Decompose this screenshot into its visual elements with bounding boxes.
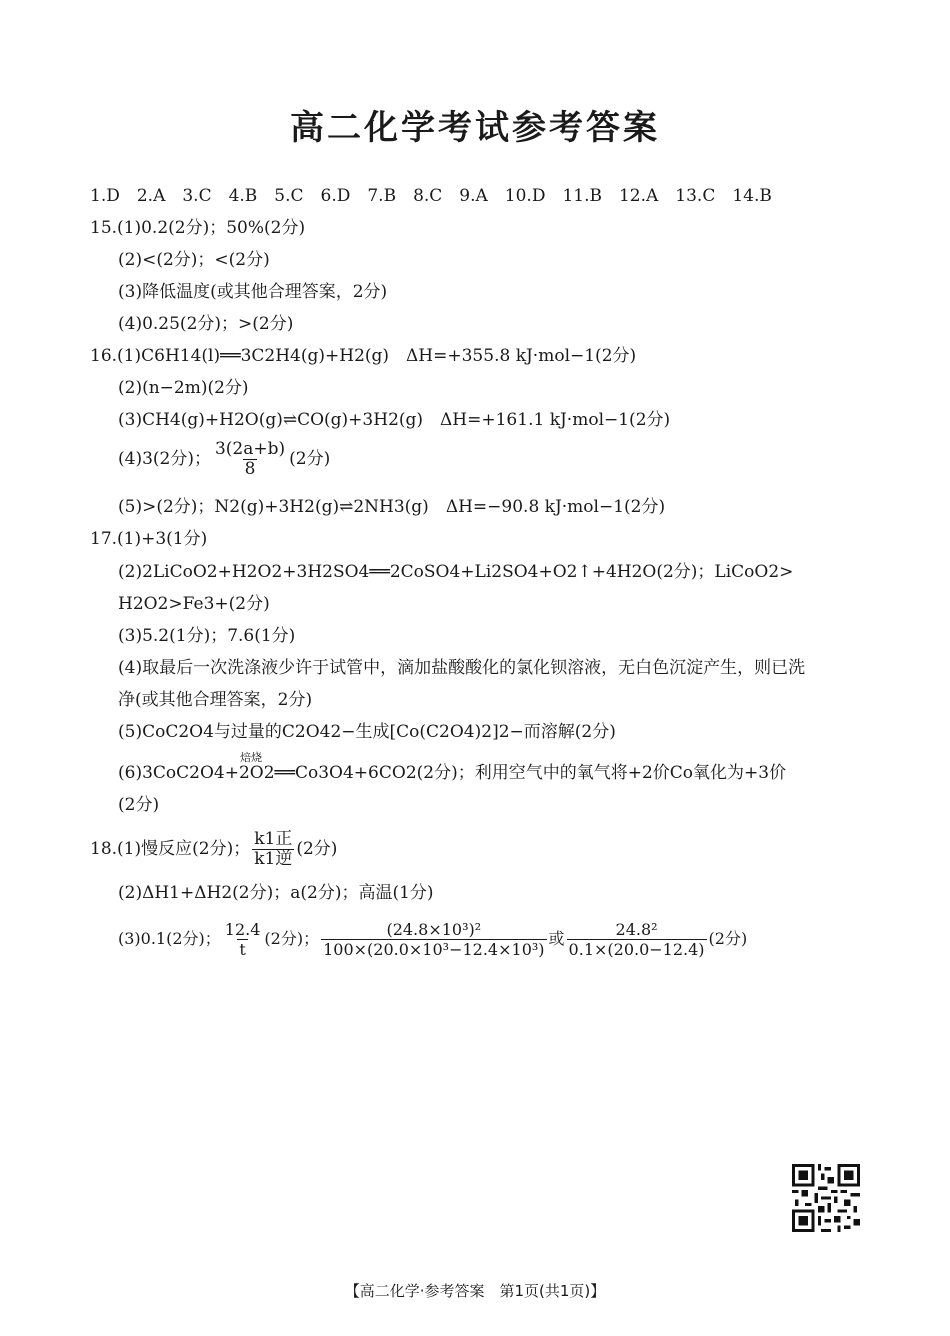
fraction-numerator: 24.8²: [615, 920, 658, 939]
q16-part4-prefix: (4)3(2分)；: [118, 449, 211, 469]
q17-part4-line2: 净(或其他合理答案，2分): [118, 690, 313, 710]
q16-part2: (2)(n−2m)(2分): [118, 378, 249, 398]
q18-part3-prefix: (3)0.1(2分)；: [118, 929, 221, 948]
q16-part4-fraction: [213, 440, 287, 479]
fraction-denominator: 0.1×(20.0−12.4): [568, 940, 705, 959]
q16-part4-suffix: (2分): [289, 449, 331, 469]
q18-part3: [118, 920, 747, 959]
q16-part1: 16.(1)C6H14(l)══3C2H4(g)+H2(g) ΔH=+355.8 kJ·mol−1(2分): [90, 346, 637, 366]
q17-part3: (3)5.2(1分)；7.6(1分): [118, 626, 296, 646]
q15-part2: (2)<(2分)；<(2分): [118, 250, 270, 270]
multiple-choice-answers: 1.D 2.A 3.C 4.B 5.C 6.D 7.B 8.C 9.A 10.D 11.B 12.A 13.C 14.B: [90, 186, 772, 206]
fraction-denominator: t: [239, 940, 246, 959]
q17-part6-line2: (2分): [118, 795, 160, 815]
q17-part1: 17.(1)+3(1分): [90, 529, 208, 549]
q18-part3-fraction1: [223, 920, 263, 959]
fraction-denominator: k1逆: [254, 849, 293, 869]
fraction-denominator: 100×(20.0×10³−12.4×10³): [323, 940, 545, 959]
q17-part4-line1: (4)取最后一次洗涤液少许于试管中，滴加盐酸酸化的氯化钡溶液，无白色沉淀产生，则已洗: [118, 658, 806, 678]
fraction-numerator: 12.4: [224, 920, 261, 939]
q18-part1-suffix: (2分): [296, 839, 338, 859]
q18-part1-prefix: 18.(1)慢反应(2分)；: [90, 839, 251, 859]
q18-part2: (2)ΔH1+ΔH2(2分)；a(2分)；高温(1分): [118, 883, 434, 903]
page-title: 高二化学考试参考答案: [290, 108, 660, 148]
q17-part2-line2: H2O2>Fe3+(2分): [118, 594, 270, 614]
q17-part2-line1: (2)2LiCoO2+H2O2+3H2SO4══2CoSO4+Li2SO4+O2↑+4H2O(2分)；LiCoO2>: [118, 562, 794, 582]
q18-part1: [90, 830, 337, 869]
q18-part3-suffix: (2分): [708, 929, 748, 948]
fraction-numerator: k1正: [254, 829, 293, 849]
q15-part1: 15.(1)0.2(2分)；50%(2分): [90, 218, 306, 238]
q16-part4: [118, 440, 330, 479]
fraction-denominator: 8: [244, 459, 256, 479]
q18-part3-or: 或: [548, 929, 565, 948]
qr-code: [792, 1164, 860, 1232]
q17-part6-line1: (6)3CoC2O4+2O2══Co3O4+6CO2(2分)；利用空气中的氧气将+2价Co氧化为+3价: [118, 763, 787, 783]
fraction-numerator: 3(2a+b): [214, 439, 286, 459]
fraction-numerator: (24.8×10³)²: [386, 920, 482, 939]
q18-part1-fraction: [252, 830, 294, 869]
q18-part3-fraction2: [321, 920, 546, 959]
q17-part6-condition: 焙烧: [240, 751, 262, 764]
q16-part5: (5)>(2分)；N2(g)+3H2(g)⇌2NH3(g) ΔH=−90.8 kJ·mol−1(2分): [118, 497, 666, 517]
q15-part4: (4)0.25(2分)；>(2分): [118, 314, 294, 334]
q16-part3: (3)CH4(g)+H2O(g)⇌CO(g)+3H2(g) ΔH=+161.1 kJ·mol−1(2分): [118, 410, 671, 430]
page-footer: 【高二化学·参考答案 第1页(共1页)】: [344, 1282, 606, 1300]
q18-part3-fraction3: [567, 920, 707, 959]
q18-part3-mid: (2分)；: [264, 929, 320, 948]
q17-part5: (5)CoC2O4与过量的C2O42−生成[Co(C2O4)2]2−而溶解(2分): [118, 722, 616, 742]
q15-part3: (3)降低温度(或其他合理答案，2分): [118, 282, 388, 302]
